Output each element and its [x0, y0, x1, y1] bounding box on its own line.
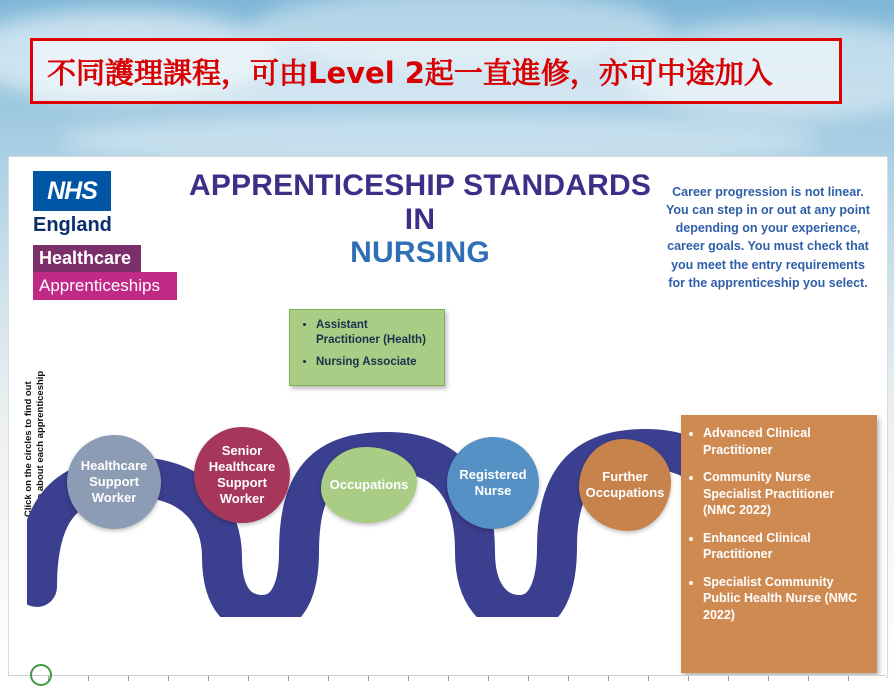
- node-label: Occupations: [329, 476, 409, 492]
- bottom-ruler: [8, 675, 886, 688]
- node-label: Registered Nurse: [459, 466, 527, 498]
- level-6-label: level 6: [475, 388, 516, 404]
- list-item: • Nursing Associate: [316, 355, 434, 370]
- poster-title-line2: NURSING: [350, 236, 490, 270]
- node-label: Senior Healthcare Support Worker: [208, 442, 276, 507]
- poster-image: [8, 156, 888, 678]
- list-item: • Assistant Practitioner (Health): [316, 318, 434, 348]
- slide-heading-text: 不同護理課程，可由Level 2起一直進修，亦可中途加入: [47, 55, 773, 90]
- node-further-occupations[interactable]: [579, 439, 671, 531]
- nhs-logo-text: NHS: [47, 176, 97, 205]
- healthcare-banner-text: Healthcare: [39, 248, 132, 268]
- occupations-detail-box: [289, 309, 445, 386]
- nhs-england-label: England: [33, 214, 112, 236]
- list-item: • Enhanced Clinical Practitioner: [703, 530, 867, 563]
- career-progression-note: Career progression is not linear. You can step in or out at any point depending on your experience, career goals. You must check that you meet the entry requirements for the apprenticeship you select.: [666, 185, 870, 290]
- further-occupations-detail-box: [681, 415, 877, 673]
- healthcare-banner: [33, 245, 141, 272]
- level-5-label: level 5: [346, 555, 387, 571]
- node-senior-healthcare-support-worker[interactable]: [194, 427, 290, 523]
- node-registered-nurse[interactable]: [447, 437, 539, 529]
- node-label: Further Occupations: [585, 468, 665, 500]
- green-circle-marker: [30, 664, 52, 686]
- nhs-logo: [33, 171, 111, 211]
- node-label: Healthcare Support Worker: [80, 457, 148, 506]
- node-healthcare-support-worker[interactable]: [67, 435, 161, 529]
- poster-title: [185, 169, 655, 270]
- level-2-label: level 2: [93, 555, 134, 571]
- slide-heading-box: [30, 38, 842, 104]
- list-item: • Community Nurse Specialist Practitioner (NMC 2022): [703, 469, 867, 519]
- click-circles-note: Click on the circles to find out more about each apprenticeship: [23, 370, 47, 517]
- apprenticeships-banner-text: Apprenticeships: [39, 276, 160, 295]
- occupations-detail-list: [300, 318, 434, 370]
- list-item: • Advanced Clinical Practitioner: [703, 425, 867, 458]
- poster-title-line1: APPRENTICESHIP STANDARDS IN: [188, 169, 652, 236]
- further-occupations-detail-list: [687, 425, 867, 623]
- level-3-label: level 3: [221, 389, 262, 405]
- apprenticeships-banner: [33, 272, 177, 300]
- list-item: • Specialist Community Public Health Nurse (NMC 2022): [703, 574, 867, 624]
